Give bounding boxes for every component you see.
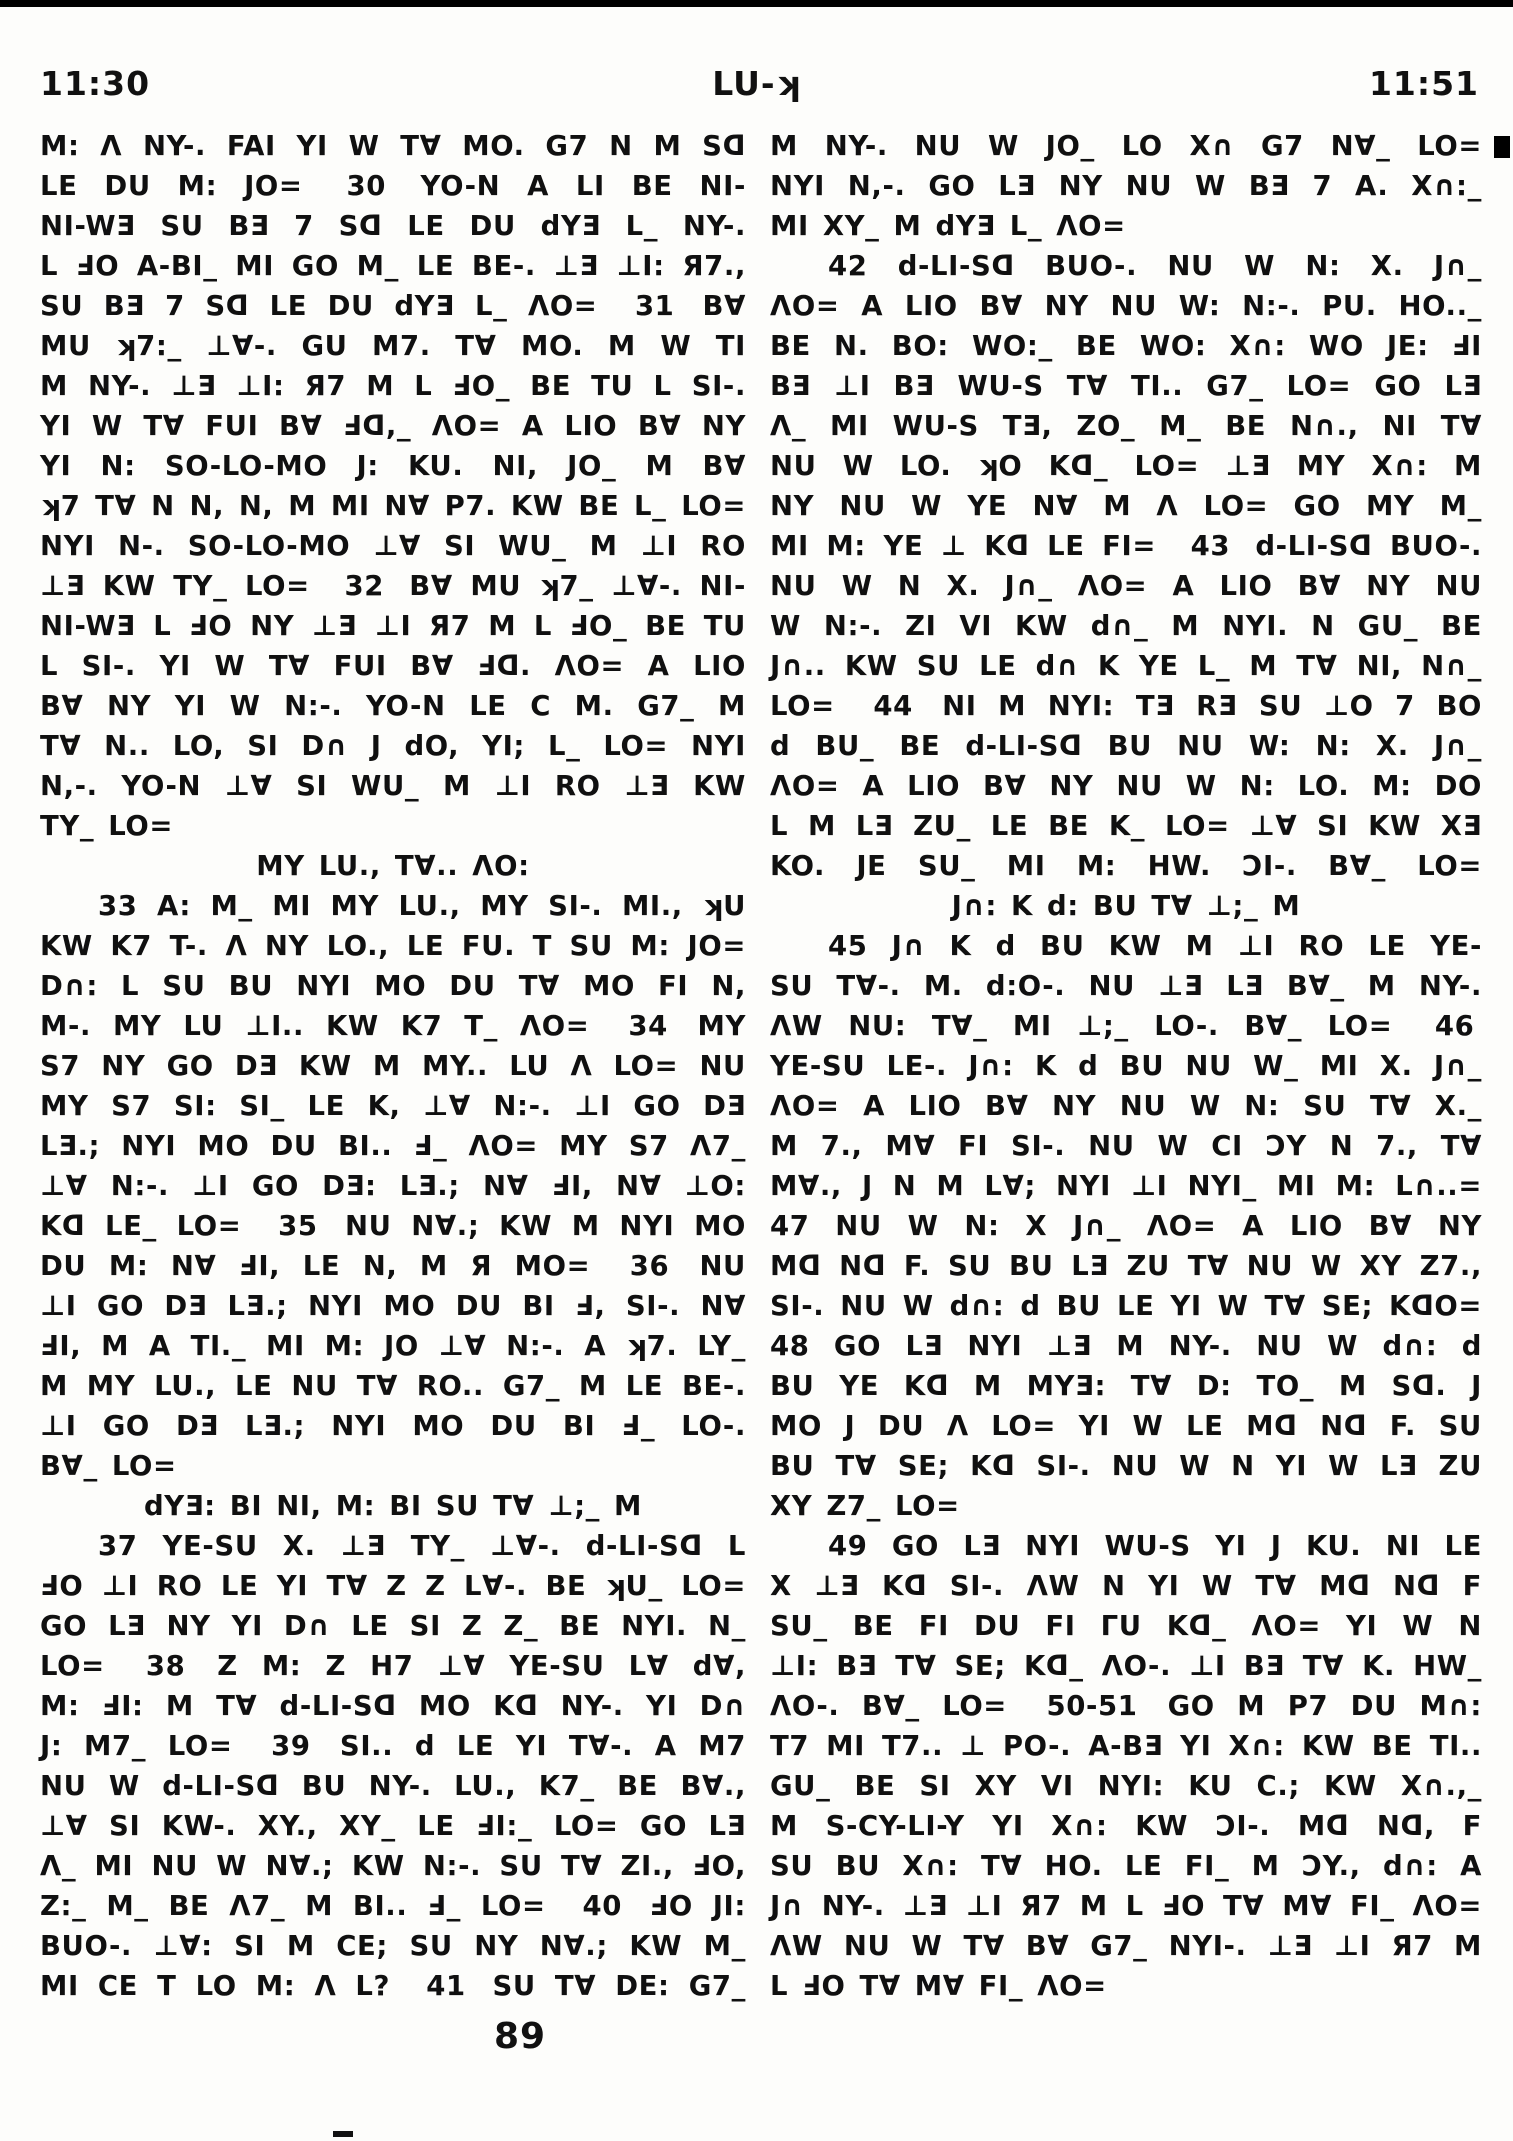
text-line: L M LƎ ZU_ LE BE K_ LO= ⊥∀ SI KW XƎ (770, 810, 1482, 842)
text-line: 47 NU W N: X J∩_ ΛO= A LIO B∀ NY (770, 1210, 1482, 1242)
text-line: M MY LU., LE NU T∀ RO.. G7_ M LE BE-. (40, 1370, 746, 1402)
text-line: Λ_ MI NU W N∀.; KW N:-. SU T∀ ZI., ℲO, (40, 1850, 746, 1882)
text-line: T7 MI T7.. ⊥ PO-. A-BƎ YI X∩: KW BE TI.. (770, 1730, 1482, 1762)
text-line: MI M: YE ⊥ Kᗡ LE FI= 43 d-LI-Sᗡ BUO-. (770, 530, 1483, 562)
header-verse-ref-left: 11:30 (40, 64, 151, 103)
verse-number: 46 (1434, 1010, 1475, 1042)
verse-number: 45 (828, 930, 868, 962)
text-line: M: Λ NY-. FAI YI W T∀ MO. G7 N M Sᗡ (40, 130, 746, 162)
text-line: ΛW NU: T∀_ MI ⊥;_ LO-. B∀_ LO= 46 (770, 1006, 1482, 1046)
text-column-left (40, 126, 746, 2006)
text-line: Λ_ MI WU-S TƎ, ZO_ M_ BE N∩., NI T∀ (770, 410, 1482, 442)
text-line: L ℲO A-BI_ MI GO M_ LE BE-. ⊥Ǝ ⊥I: Я7., (40, 250, 746, 282)
text-line: 49 GO LƎ NYI WU-S YI J KU. NI LE (828, 1530, 1482, 1562)
text-line: LƎ.; NYI MO DU BI.. Ⅎ_ ΛO= MY S7 Λ7_ (40, 1130, 746, 1162)
text-line: KW K7 T-. Λ NY LO., LE FU. T SU M: JO= (40, 930, 746, 962)
text-line: Mᗡ Nᗡ F. SU BU LƎ ZU T∀ NU W XY Z7., (770, 1250, 1482, 1282)
text-line: LO= 38 Z M: Z H7 ⊥∀ YE-SU L∀ d∀, (40, 1650, 746, 1682)
section-heading: dYƎ: BI NI, M: BI SU T∀ ⊥;_ M (143, 1490, 643, 1522)
text-line: BE N. BO: WO:_ BE WO: X∩: WO JE: ℲI (770, 330, 1482, 362)
text-line: NU W d-LI-Sᗡ BU NY-. LU., K7_ BE B∀., (40, 1770, 746, 1802)
verse-number: 50-51 (1046, 1690, 1138, 1722)
text-line: ΛO= A LIO B∀ NY NU W: N:-. PU. HO.._ (770, 290, 1482, 322)
text-line: M NY-. ⊥Ǝ ⊥I: Я7 M L ℲO_ BE TU L SI-. (40, 370, 746, 402)
text-line: 33 A: M_ MI MY LU., MY SI-. MI., ʞU (98, 890, 746, 922)
verse-number: 48 (770, 1330, 810, 1362)
text-line: S7 NY GO DƎ KW M MY.. LU Λ LO= NU (40, 1050, 746, 1082)
text-line: B∀_ LO= (40, 1450, 177, 1482)
verse-number: 38 (145, 1650, 186, 1682)
text-line: DU M: N∀ ℲI, LE N, M Я MO= 36 NU (40, 1250, 746, 1282)
verse-number: 36 (629, 1250, 670, 1282)
text-line: ⊥I: BƎ T∀ SE; Kᗡ_ ΛO-. ⊥I BƎ T∀ K. HW_ (770, 1650, 1482, 1682)
text-line: ⊥I GO DƎ LƎ.; NYI MO DU BI Ⅎ_ LO-. (40, 1410, 746, 1442)
text-line: NI-WƎ SU BƎ 7 Sᗡ LE DU dYƎ L_ NY-. (40, 210, 746, 242)
text-line: SU_ BE FI DU FI ΓU Kᗡ_ ΛO= YI W N (770, 1610, 1482, 1642)
text-line: ΛO= A LIO B∀ NY NU W N: LO. M: DO (770, 770, 1482, 802)
text-line: Z:_ M_ BE Λ7_ M BI.. Ⅎ_ LO= 40 ℲO JI: (40, 1890, 746, 1922)
text-line: T∀ N.. LO, SI D∩ J dO, YI; L_ LO= NYI (40, 730, 746, 762)
text-line: YE-SU LE-. J∩: K d BU NU W_ MI X. J∩_ (770, 1050, 1482, 1082)
text-line: M∀., J N M L∀; NYI ⊥I NYI_ MI M: L∩..= (770, 1170, 1482, 1202)
verse-number: 35 (278, 1210, 318, 1242)
text-line: L ℲO T∀ M∀ FI_ ΛO= (770, 1970, 1107, 2002)
section-heading: MY LU., T∀.. ΛO: (256, 850, 530, 882)
text-line: J: M7_ LO= 39 SI.. d LE YI T∀-. A M7 (40, 1730, 746, 1762)
text-line: SU BU X∩: T∀ HO. LE FI_ M ƆY., d∩: A (770, 1850, 1482, 1882)
text-line: 48 GO LƎ NYI ⊥Ǝ M NY-. NU W d∩: d (770, 1330, 1482, 1362)
text-line: ⊥∀ N:-. ⊥I GO DƎ: LƎ.; N∀ ℲI, N∀ ⊥O: (40, 1170, 746, 1202)
verse-number: 44 (873, 690, 913, 722)
text-line: Kᗡ LE_ LO= 35 NU N∀.; KW M NYI MO (40, 1210, 747, 1242)
text-line: MU ʞ7:_ ⊥∀-. GU M7. T∀ MO. M W TI (40, 330, 746, 362)
verse-number: 47 (770, 1210, 810, 1242)
text-line: ΛO-. B∀_ LO= 50-51 GO M P7 DU M∩: (770, 1690, 1482, 1722)
verse-number: 49 (828, 1530, 868, 1562)
text-line: ℲO ⊥I RO LE YI T∀ Z Z L∀-. BE ʞU_ LO= (40, 1570, 746, 1602)
text-line: BU YE Kᗡ M MYƎ: T∀ D: TO_ M Sᗡ. J (770, 1370, 1482, 1402)
verse-number: 34 (628, 1010, 668, 1042)
verse-number: 41 (426, 1970, 466, 2002)
text-line: ⊥I GO DƎ LƎ.; NYI MO DU BI Ⅎ, SI-. N∀ (40, 1290, 746, 1322)
text-line: BUO-. ⊥∀: SI M CE; SU NY N∀.; KW M_ (40, 1930, 746, 1962)
text-line: W N:-. ZI VI KW d∩_ M NYI. N GU_ BE (770, 610, 1482, 642)
verse-number: 30 (346, 170, 386, 202)
text-line: GO LƎ NY YI D∩ LE SI Z Z_ BE NYI. N_ (40, 1610, 746, 1642)
verse-number: 43 (1190, 530, 1231, 562)
text-line: BU T∀ SE; Kᗡ SI-. NU W N YI W LƎ ZU (770, 1450, 1482, 1482)
text-line: M: ℲI: M T∀ d-LI-Sᗡ MO Kᗡ NY-. YI D∩ (40, 1690, 746, 1722)
text-line: YI W T∀ FUI B∀ Ⅎᗡ,_ ΛO= A LIO B∀ NY (40, 410, 746, 442)
text-line: J∩.. KW SU LE d∩ K YE L_ M T∀ NI, N∩_ (770, 650, 1482, 682)
text-line: MI XY_ M dYƎ L_ ΛO= (770, 210, 1126, 242)
section-heading: J∩: K d: BU T∀ ⊥;_ M (951, 890, 1301, 922)
text-line: KO. JE SU_ MI M: HW. ƆI-. B∀_ LO= (770, 850, 1482, 882)
text-line: B∀ NY YI W N:-. YO-N LE C M. G7_ M (40, 690, 746, 722)
verse-number: 33 (98, 890, 138, 922)
text-line: ℲI, M A TI._ MI M: JO ⊥∀ N:-. A ʞ7. LY_ (40, 1330, 746, 1362)
text-line: L SI-. YI W T∀ FUI B∀ Ⅎᗡ. ΛO= A LIO (40, 650, 746, 682)
text-line: X ⊥Ǝ Kᗡ SI-. ΛW N YI W T∀ Mᗡ Nᗡ F (770, 1570, 1482, 1602)
text-line: d BU_ BE d-LI-Sᗡ BU NU W: N: X. J∩_ (770, 730, 1482, 762)
text-line: MI CE T LO M: Λ L? 41 SU T∀ DE: G7_ (40, 1970, 747, 2002)
text-line: M 7., M∀ FI SI-. NU W CI ƆY N 7., T∀ (770, 1130, 1482, 1162)
text-line: SU BƎ 7 Sᗡ LE DU dYƎ L_ ΛO= 31 B∀ (40, 290, 746, 322)
text-line: ⊥∀ SI KW-. XY., XY_ LE ℲI:_ LO= GO LƎ (40, 1810, 746, 1842)
text-line: YI N: SO-LO-MO J: KU. NI, JO_ M B∀ (40, 450, 746, 482)
text-line: D∩: L SU BU NYI MO DU T∀ MO FI N, (40, 970, 746, 1002)
scan-edge-bottom-mark (333, 2131, 353, 2137)
verse-number: 40 (582, 1890, 622, 1922)
scan-edge-right-mark (1494, 136, 1510, 158)
text-line: NYI N-. SO-LO-MO ⊥∀ SI WU_ M ⊥I RO (40, 530, 746, 562)
page-number: 89 (494, 2016, 547, 2057)
text-line: ΛW NU W T∀ B∀ G7_ NYI-. ⊥Ǝ ⊥I Я7 M (770, 1930, 1482, 1962)
verse-number: 39 (271, 1730, 311, 1762)
text-line: NI-WƎ L ℲO NY ⊥Ǝ ⊥I Я7 M L ℲO_ BE TU (40, 610, 746, 642)
verse-number: 31 (634, 290, 675, 322)
text-line: LE DU M: JO= 30 YO-N A LI BE NI- (40, 170, 746, 202)
text-line: MY S7 SI: SI_ LE K, ⊥∀ N:-. ⊥I GO DƎ (40, 1090, 746, 1122)
text-line: MO J DU Λ LO= YI W LE Mᗡ Nᗡ F. SU (770, 1410, 1482, 1442)
text-line: 37 YE-SU X. ⊥Ǝ TY_ ⊥∀-. d-LI-Sᗡ L (98, 1530, 746, 1562)
text-line: NYI N,-. GO LƎ NY NU W BƎ 7 A. X∩:_ (770, 170, 1482, 202)
header-verse-ref-right: 11:51 (1368, 64, 1479, 103)
verse-number: 32 (344, 570, 384, 602)
text-line: LO= 44 NI M NYI: TƎ RƎ SU ⊥O 7 BO (770, 690, 1482, 722)
text-line: ⊥Ǝ KW TY_ LO= 32 B∀ MU ʞ7_ ⊥∀-. NI- (40, 570, 747, 602)
text-line: M S-CY-LI-Y YI X∩: KW ƆI-. Mᗡ Nᗡ, F (770, 1810, 1482, 1842)
text-line: ΛO= A LIO B∀ NY NU W N: SU T∀ X._ (770, 1090, 1482, 1122)
text-line: XY Z7_ LO= (770, 1490, 960, 1522)
text-line: NU W N X. J∩_ ΛO= A LIO B∀ NY NU (770, 570, 1482, 602)
text-line: M-. MY LU ⊥I.. KW K7 T_ ΛO= 34 MY (40, 1010, 746, 1042)
text-line: J∩ NY-. ⊥Ǝ ⊥I Я7 M L ℲO T∀ M∀ FI_ ΛO= (770, 1890, 1482, 1922)
text-line: NY NU W YE N∀ M Λ LO= GO MY M_ (770, 490, 1482, 522)
text-line: GU_ BE SI XY VI NYI: KU C.; KW X∩.,_ (770, 1770, 1482, 1802)
text-column-right (770, 126, 1482, 2006)
verse-number: 37 (98, 1530, 138, 1562)
text-line: SU T∀-. M. d:O-. NU ⊥Ǝ LƎ B∀_ M NY-. (770, 970, 1482, 1002)
text-line: 45 J∩ K d BU KW M ⊥I RO LE YE- (828, 930, 1482, 962)
text-line: BƎ ⊥I BƎ WU-S T∀ TI.. G7_ LO= GO LƎ (770, 370, 1482, 402)
text-line: M NY-. NU W JO_ LO X∩ G7 N∀_ LO= (770, 130, 1482, 162)
scan-edge-top (0, 0, 1513, 7)
header-book-title: LU-ʞ (712, 64, 801, 103)
text-line: ʞ7 T∀ N N, N, M MI N∀ P7. KW BE L_ LO= (40, 490, 746, 522)
verse-number: 42 (828, 250, 868, 282)
text-line: TY_ LO= (40, 810, 174, 842)
text-line: SI-. NU W d∩: d BU LE YI W T∀ SE; KᗡO= (770, 1290, 1482, 1322)
text-line: NU W LO. ʞO Kᗡ_ LO= ⊥Ǝ MY X∩: M (770, 450, 1482, 482)
text-line: 42 d-LI-Sᗡ BUO-. NU W N: X. J∩_ (828, 250, 1482, 282)
text-line: N,-. YO-N ⊥∀ SI WU_ M ⊥I RO ⊥Ǝ KW (40, 770, 746, 802)
